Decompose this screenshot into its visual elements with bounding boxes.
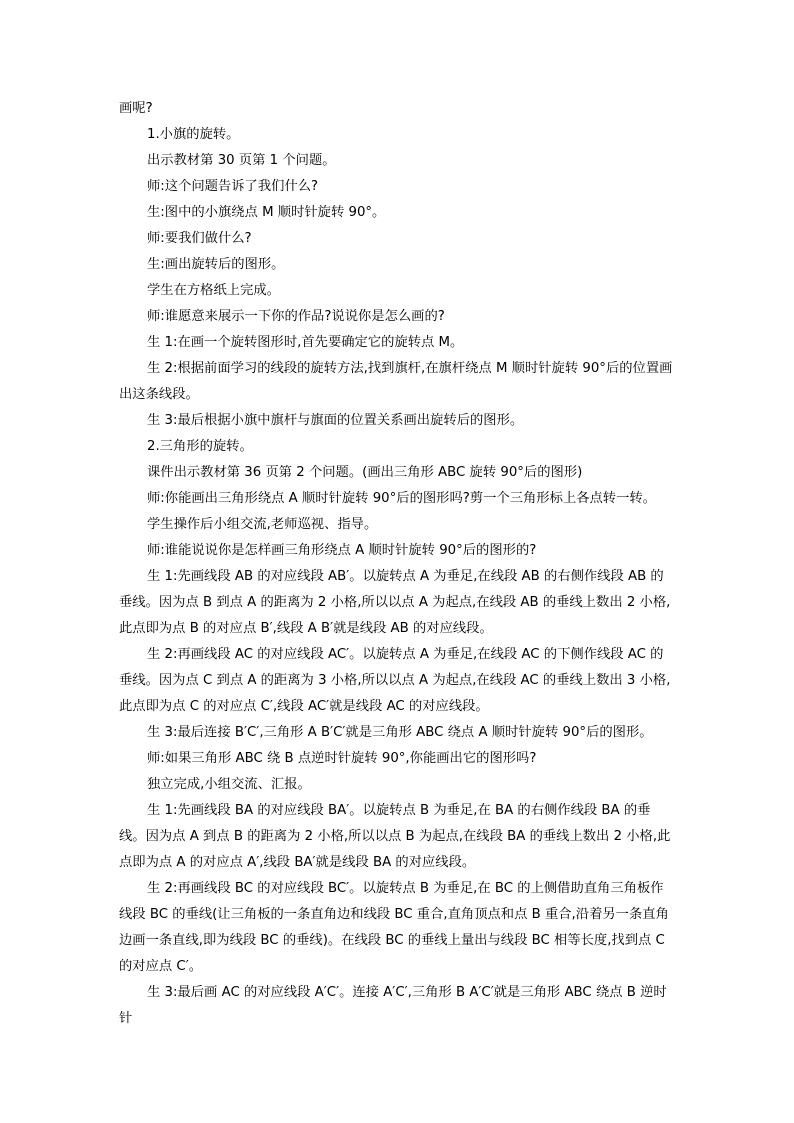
paragraph: 生 2:再画线段 BC 的对应线段 BC′。以旋转点 B 为垂足,在 BC 的上侧借助直角三角板作线段 BC 的垂线(让三角板的一条直角边和线段 BC 重合,直角顶点和点 B 重合,沿着另一条直角边画一条直线,即为线段 BC 的垂线)。在线段 BC 的垂线上量出与线段 BC 相等长度,找到点 C 的对应点 C′。 [119,881,669,974]
paragraph: 师:谁愿意来展示一下你的作品?说说你是怎么画的? [147,309,445,324]
section-heading-flag-rotation: 1.小旗的旋转。 [147,127,240,142]
paragraph: 生 2:再画线段 AC 的对应线段 AC′。以旋转点 A 为垂足,在线段 AC 的下侧作线段 AC 的垂线。因为点 C 到点 A 的距离为 3 小格,所以以点 A 为起点,在线段 AC 的垂线上数出 3 小格,此点即为点 C 的对应点 C′,线段 AC′就是线段 AC 的对应线段。 [119,647,671,714]
section-heading-triangle-rotation: 2.三角形的旋转。 [147,439,253,454]
paragraph: 师:你能画出三角形绕点 A 顺时针旋转 90°后的图形吗?剪一个三角形标上各点转一转。 [147,491,656,506]
paragraph: 生 1:先画线段 AB 的对应线段 AB′。以旋转点 A 为垂足,在线段 AB 的右侧作线段 AB 的垂线。因为点 B 到点 A 的距离为 2 小格,所以以点 A 为起点,在线段 AB 的垂线上数出 2 小格,此点即为点 B 的对应点 B′,线段 A B′就是线段 AB 的对应线段。 [119,569,671,636]
paragraph: 师:这个问题告诉了我们什么? [147,179,319,194]
paragraph: 生:图中的小旗绕点 M 顺时针旋转 90°。 [147,205,386,220]
paragraph: 学生操作后小组交流,老师巡视、指导。 [147,517,378,532]
paragraph: 生:画出旋转后的图形。 [147,257,285,272]
paragraph: 独立完成,小组交流、汇报。 [147,777,311,792]
document-body [119,96,675,1032]
paragraph: 学生在方格纸上完成。 [147,283,280,298]
paragraph: 师:谁能说说你是怎样画三角形绕点 A 顺时针旋转 90°后的图形的? [147,543,537,558]
paragraph: 出示教材第 30 页第 1 个问题。 [147,153,336,168]
paragraph: 生 3:最后根据小旗中旗杆与旗面的位置关系画出旋转后的图形。 [147,413,524,428]
paragraph-continuation: 画呢? [119,101,153,116]
paragraph: 课件出示教材第 36 页第 2 个问题。(画出三角形 ABC 旋转 90°后的图形) [147,465,583,480]
paragraph: 生 2:根据前面学习的线段的旋转方法,找到旗杆,在旗杆绕点 M 顺时针旋转 90°后的位置画出这条线段。 [119,361,673,402]
paragraph: 生 1:先画线段 BA 的对应线段 BA′。以旋转点 B 为垂足,在 BA 的右侧作线段 BA 的垂线。因为点 A 到点 B 的距离为 2 小格,所以以点 B 为起点,在线段 BA 的垂线上数出 2 小格,此点即为点 A 的对应点 A′,线段 BA′就是线段 BA 的对应线段。 [119,803,671,870]
paragraph: 生 3:最后画 AC 的对应线段 A′C′。连接 A′C′,三角形 B A′C′就是三角形 ABC 绕点 B 逆时针 [119,985,667,1026]
paragraph: 师:要我们做什么? [147,231,252,246]
paragraph: 生 3:最后连接 B′C′,三角形 A B′C′就是三角形 ABC 绕点 A 顺时针旋转 90°后的图形。 [147,725,653,740]
paragraph: 生 1:在画一个旋转图形时,首先要确定它的旋转点 M。 [147,335,464,350]
paragraph: 师:如果三角形 ABC 绕 B 点逆时针旋转 90°,你能画出它的图形吗? [147,751,537,766]
